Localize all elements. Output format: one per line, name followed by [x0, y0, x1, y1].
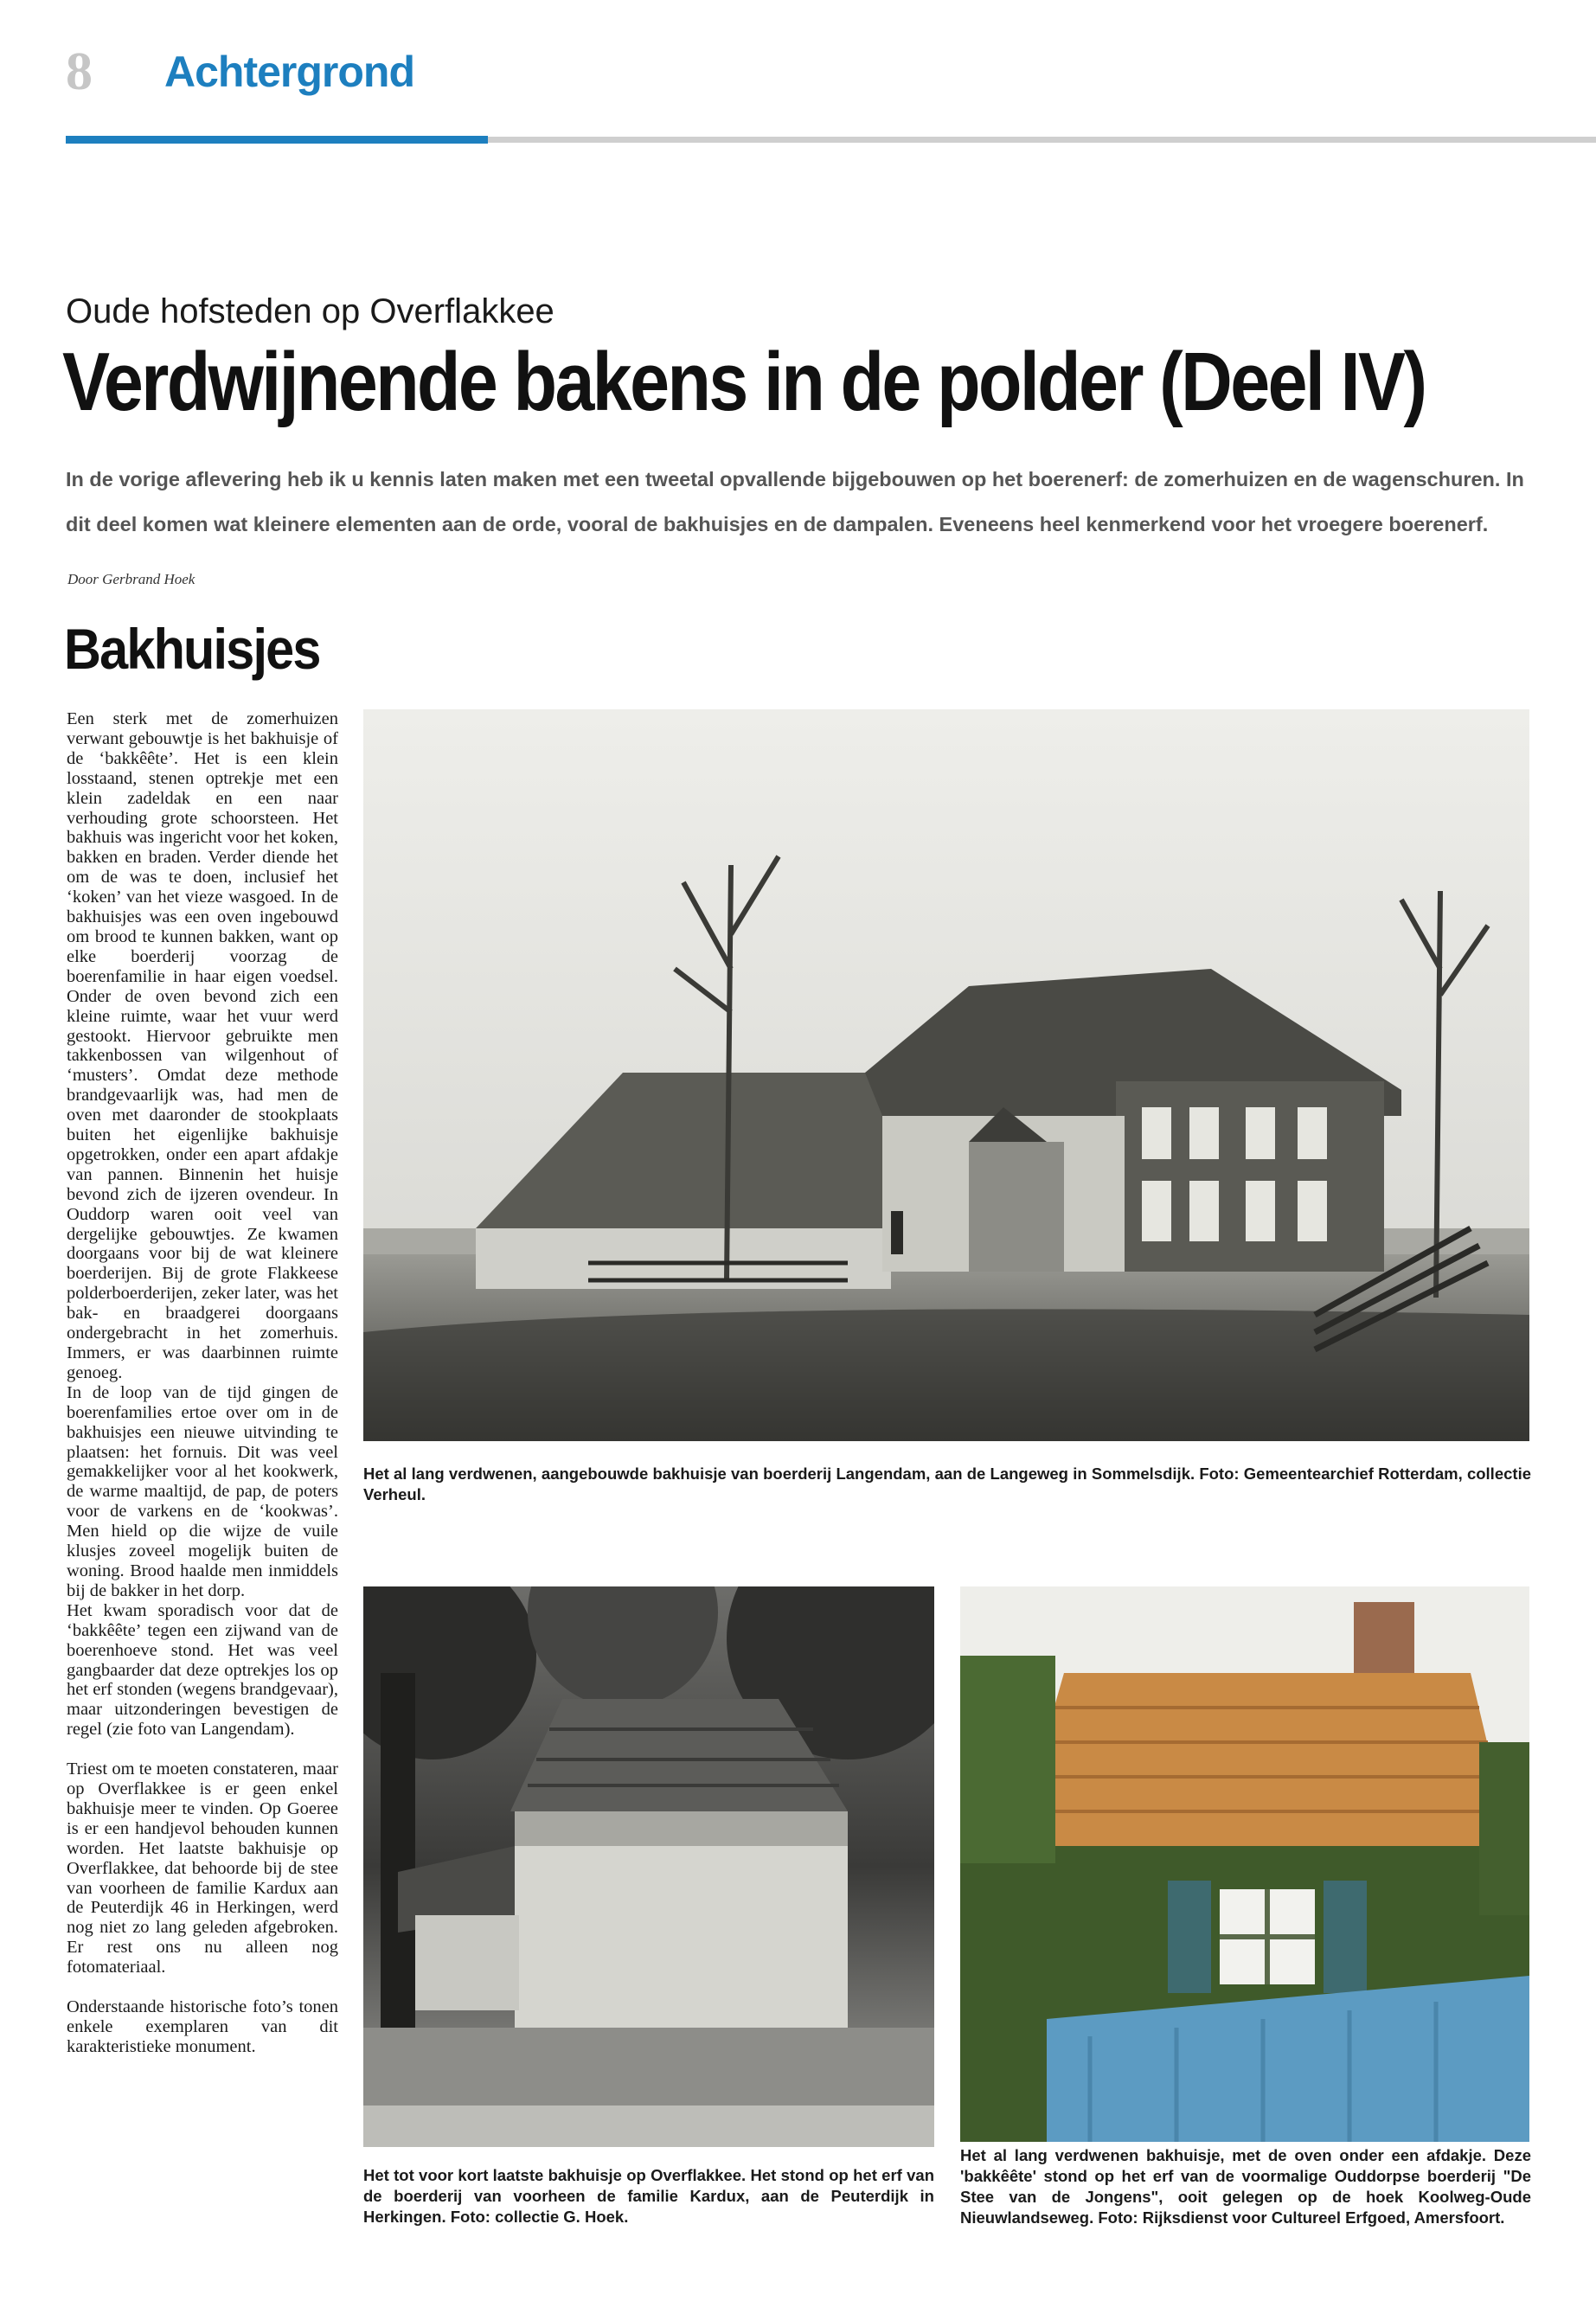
body-paragraph: Een sterk met de zomerhuizen verwant gebouwtje is het bakhuisje of de ‘bakkêête’. Het is een klein losstaand, stenen optrekje met een klein zadeldak en een naar verhouding grote schoorsteen. Het bakhuis was ingericht voor het koken, bakken en braden. Verder diende het om de was te doen, inclusief het ‘koken’ van het vieze wasgoed. In de bakhuisjes was een oven ingebouwd om brood te kunnen bakken, want op elke boerderij voorzag de boerenfamilie in haar eigen voedsel. Onder de oven bevond zich een kleine ruimte, waar het vuur werd gestookt. Hiervoor gebruikte men takkenbossen van wilgenhout of ‘musters’. Omdat deze methode brandgevaarlijk was, had men de oven met daaronder de stookplaats buiten het eigenlijke bakhuisje opgetrokken, onder een apart afdakje van pannen. Binnenin het huisje bevond zich de ijzeren ovendeur. In Ouddorp waren ooit veel van dergelijke gebouwtjes. Ze kwamen doorgaans voor bij de wat kleinere boerderijen. Bij de grote Flakkeese polderboerderijen, zeker later, was het bak- en braadgerei doorgaans ondergebracht in het zomerhuis. Immers, er was daarbinnen ruimte genoeg. [67, 709, 338, 1382]
farmhouse-illustration [363, 709, 1529, 1441]
photo-caption: Het al lang verdwenen, aangebouwde bakhuisje van boerderij Langendam, aan de Langeweg in Sommelsdijk. Foto: Gemeentearchief Rotterdam, collectie Verheul. [363, 1465, 1531, 1503]
section-subhead: Bakhuisjes [64, 617, 320, 681]
article-byline: Door Gerbrand Hoek [67, 571, 195, 587]
bakhuisje-photo-bw [363, 1586, 934, 2147]
header-accent-rule [66, 136, 488, 144]
photo-langendam-farm [363, 709, 1529, 1441]
body-paragraph: Onderstaande historische foto’s tonen enkele exemplaren van dit karakteristieke monument. [67, 1997, 338, 2056]
body-paragraph: Het kwam sporadisch voor dat de ‘bakkêête’ tegen een zijwand van de boerenhoeve stond. Het was veel gangbaarder dat deze optrekjes los op het erf stonden (wegens brandgevaar), maar uitzonderingen bevestigen de regel (zie foto van Langendam). [67, 1600, 338, 1740]
photo-ouddorp-bakhuisje [960, 1586, 1529, 2142]
section-title: Achtergrond [164, 48, 414, 96]
photo-caption: Het al lang verdwenen bakhuisje, met de oven onder een afdakje. Deze 'bakkêête' stond op het erf van de voormalige Ouddorpse boerderij "De Stee van de Jongens", ooit gelegen op de hoek Koolweg-Oude Nieuwlandseweg. Foto: Rijksdienst voor Cultureel Erfgoed, Amersfoort. [960, 2146, 1531, 2227]
bakhuisje-photo-color [960, 1586, 1529, 2142]
article-headline: Verdwijnende bakens in de polder (Deel IV) [62, 336, 1426, 428]
article-intro: In de vorige aflevering heb ik u kennis laten maken met een tweetal opvallende bijgebouwen op het boerenerf: de zomerhuizen en de wagenschuren. In dit deel komen wat kleinere elementen aan de orde, vooral de bakhuisjes en de dampalen. Eveneens heel kenmerkend voor het vroegere boerenerf. [66, 468, 1524, 535]
article-kicker: Oude hofsteden op Overflakkee [66, 292, 554, 330]
page-number: 8 [66, 42, 93, 101]
body-text-column [67, 709, 338, 2057]
body-paragraph: In de loop van de tijd gingen de boerenfamilies ertoe over om in de bakhuisjes een nieuwe uitvinding te plaatsen: het fornuis. Dit was veel gemakkelijker voor al het kookwerk, de warme maaltijd, de pap, de poters voor de varkens en de ‘kookwas’. Men hield op die wijze de vuile klusjes zoveel mogelijk buiten de woning. Brood haalde men inmiddels bij de bakker in het dorp. [67, 1382, 338, 1600]
body-paragraph: Triest om te moeten constateren, maar op Overflakkee is er geen enkel bakhuisje meer te vinden. Op Goeree is er een handjevol behouden kunnen worden. Het laatste bakhuisje op Overflakkee, dat behoorde bij de stee van voorheen de familie Kardux aan de Peuterdijk 46 in Herkingen, werd nog niet zo lang geleden afgebroken. Er rest ons nu alleen nog fotomateriaal. [67, 1759, 338, 1977]
photo-kardux-bakhuisje [363, 1586, 934, 2147]
photo-caption: Het tot voor kort laatste bakhuisje op Overflakkee. Het stond op het erf van de boerderij van voorheen de familie Kardux, aan de Peuterdijk in Herkingen. Foto: collectie G. Hoek. [363, 2166, 934, 2226]
